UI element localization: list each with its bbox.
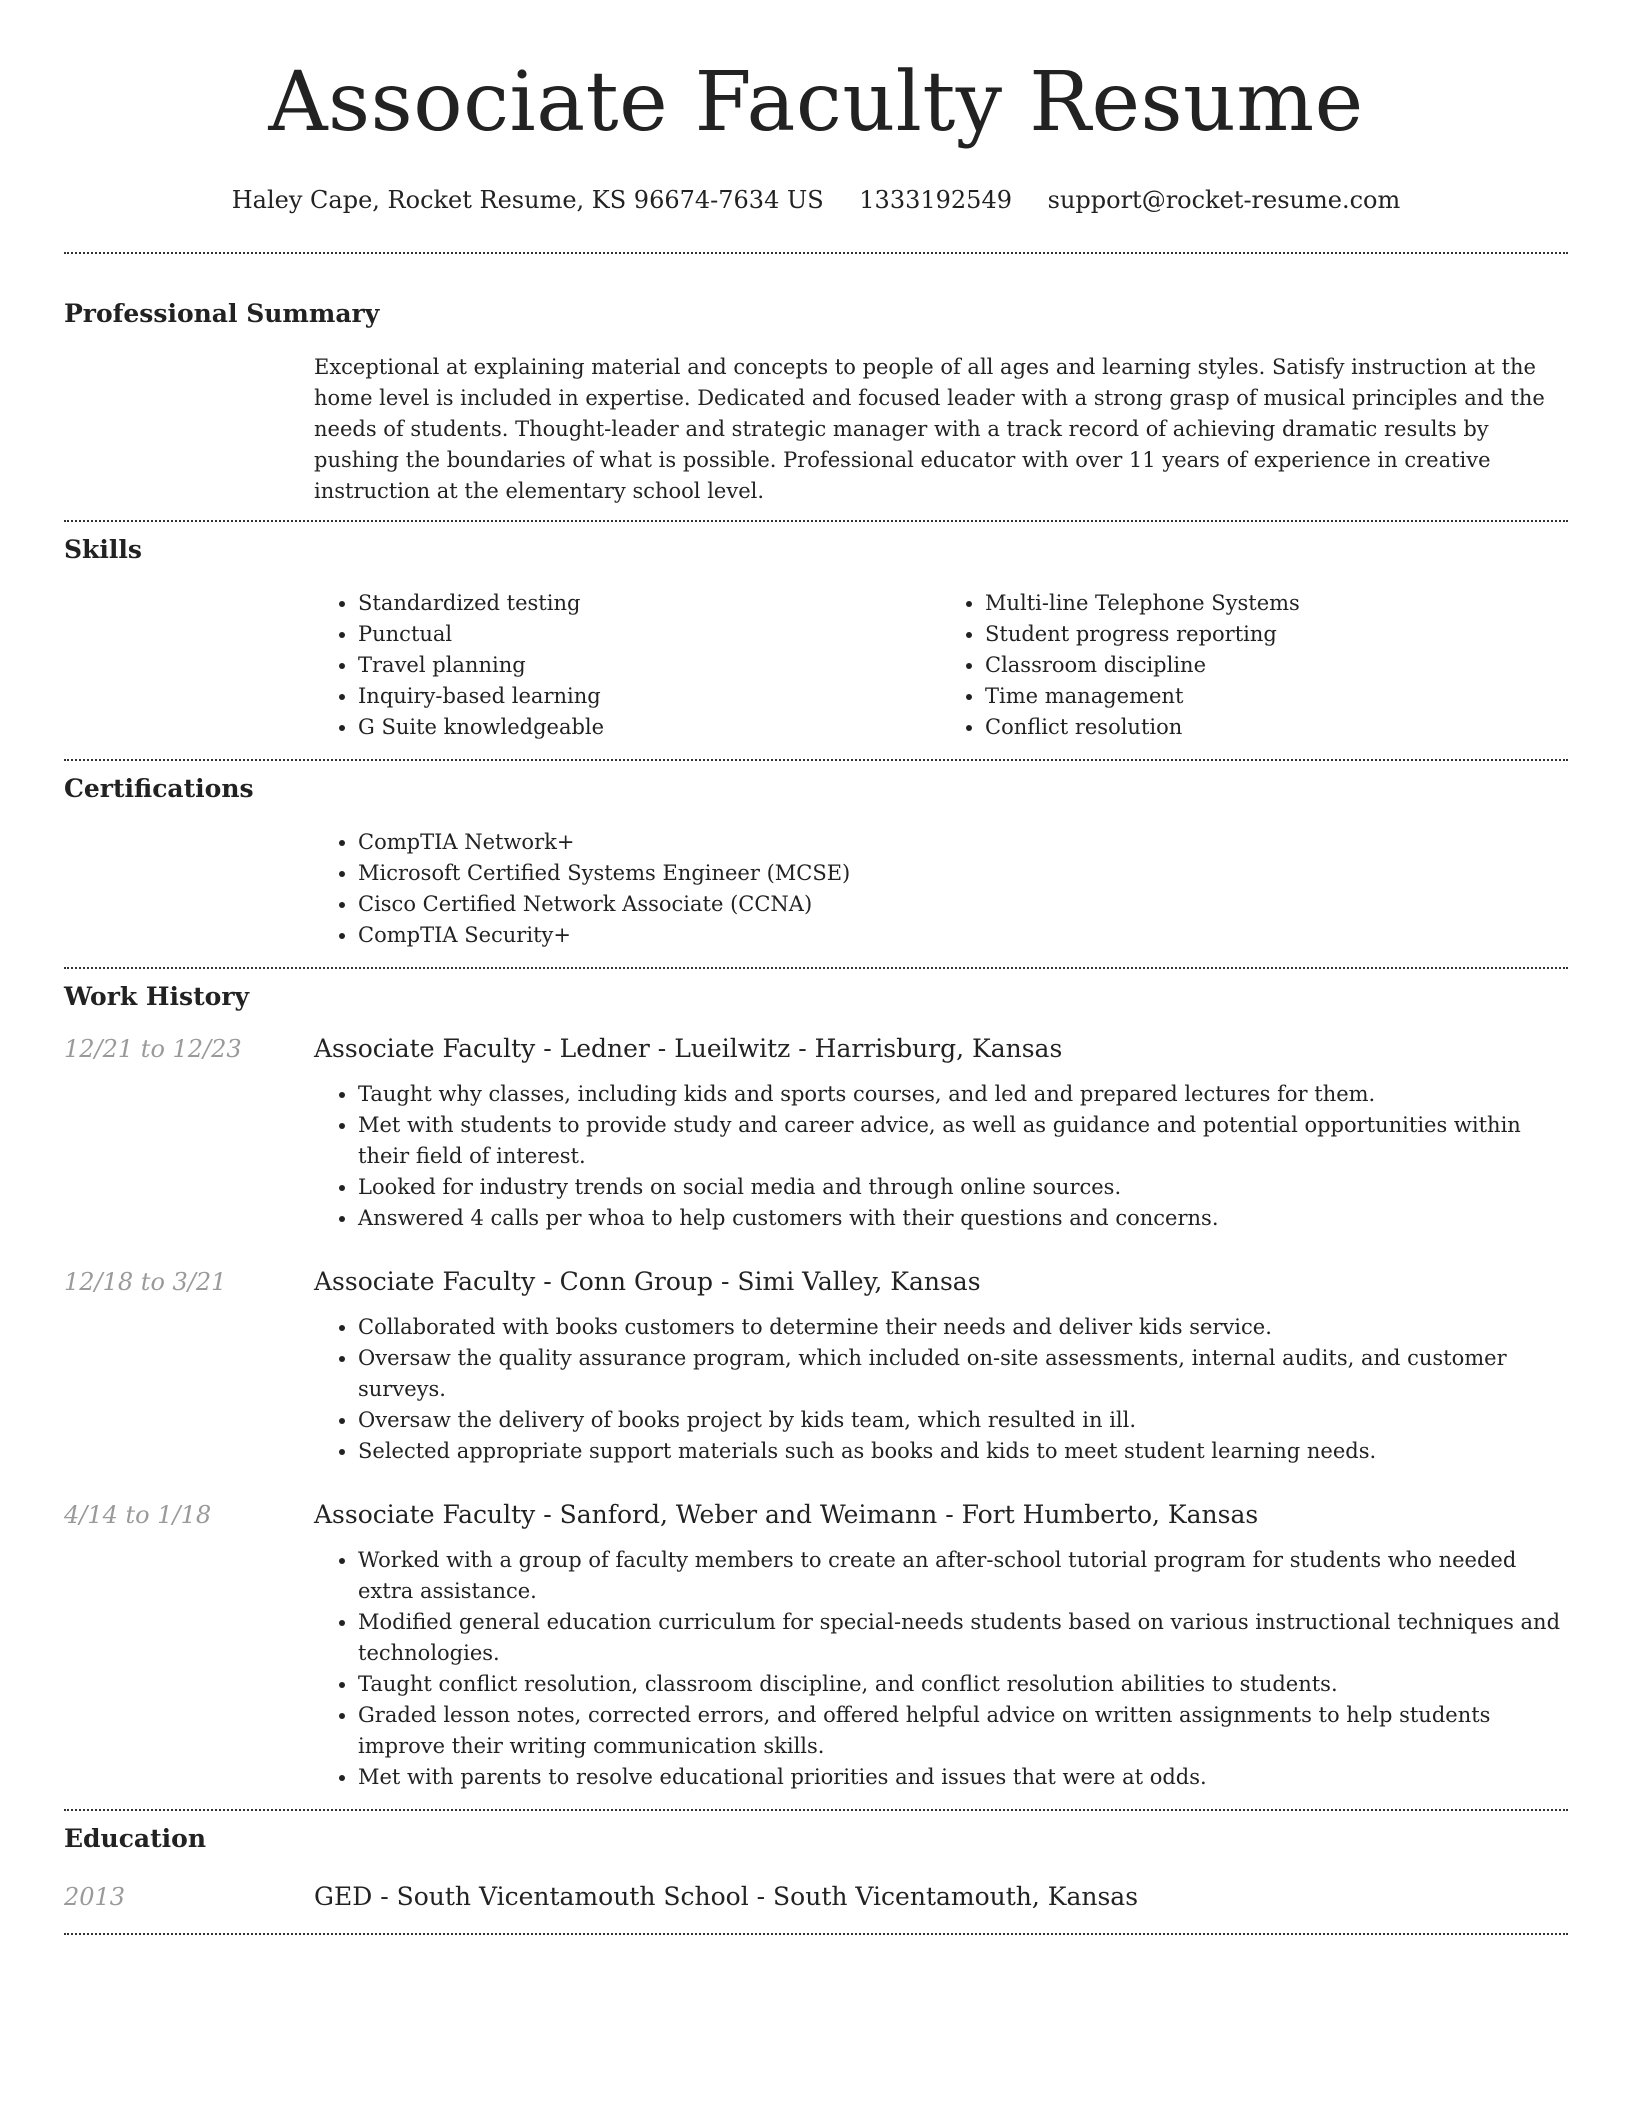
divider — [64, 520, 1568, 522]
divider — [64, 1809, 1568, 1811]
job-bullets — [314, 1312, 1568, 1467]
certifications-list — [314, 827, 1568, 951]
job-bullet: • Looked for industry trends on social media and through online sources. — [358, 1172, 1568, 1203]
work-history-section — [64, 981, 1568, 1793]
divider — [64, 967, 1568, 969]
certifications-section — [64, 773, 1568, 951]
job-bullet: • Collaborated with books customers to determine their needs and deliver kids service. — [358, 1312, 1568, 1343]
skill-item: • Travel planning — [358, 650, 941, 681]
job-bullet: • Selected appropriate support materials such as books and kids to meet student learning needs. — [358, 1436, 1568, 1467]
section-heading-summary: Professional Summary — [64, 299, 380, 328]
education-entry — [64, 1881, 1568, 1913]
skill-item: • Inquiry-based learning — [358, 681, 941, 712]
job-title: Associate Faculty - Conn Group - Simi Valley, Kansas — [314, 1267, 981, 1296]
skills-list-right — [941, 588, 1568, 743]
contact-phone: 1333192549 — [859, 186, 1012, 214]
job-dates: 4/14 to 1/18 — [64, 1501, 212, 1529]
summary-section — [64, 298, 1568, 507]
skill-item: • Multi-line Telephone Systems — [985, 588, 1568, 619]
skill-item: • Classroom discipline — [985, 650, 1568, 681]
job-bullet: • Answered 4 calls per whoa to help customers with their questions and concerns. — [358, 1203, 1568, 1234]
job-bullets — [314, 1079, 1568, 1234]
job-bullet: • Met with students to provide study and career advice, as well as guidance and potential opportunities within their field of interest. — [358, 1110, 1568, 1172]
job-bullet: • Oversaw the delivery of books project by kids team, which resulted in ill. — [358, 1405, 1568, 1436]
education-section — [64, 1823, 1568, 1913]
job-bullet: • Graded lesson notes, corrected errors, and offered helpful advice on written assignments to help students improve their writing communication skills. — [358, 1700, 1568, 1762]
job-title: Associate Faculty - Sanford, Weber and Weimann - Fort Humberto, Kansas — [314, 1500, 1259, 1529]
job-title: Associate Faculty - Ledner - Lueilwitz - Harrisburg, Kansas — [314, 1034, 1063, 1063]
job-dates: 12/18 to 3/21 — [64, 1268, 227, 1296]
contact-email: support@rocket-resume.com — [1047, 186, 1401, 214]
job-bullet: • Worked with a group of faculty members to create an after-school tutorial program for students who needed extra assistance. — [358, 1545, 1568, 1607]
skill-item: • G Suite knowledgeable — [358, 712, 941, 743]
skills-section — [64, 534, 1568, 743]
job-dates: 12/21 to 12/23 — [64, 1035, 242, 1063]
certification-item: • CompTIA Security+ — [358, 920, 1568, 951]
job-bullet: • Met with parents to resolve educational priorities and issues that were at odds. — [358, 1762, 1568, 1793]
skill-item: • Student progress reporting — [985, 619, 1568, 650]
skill-item: • Time management — [985, 681, 1568, 712]
section-heading-work-history: Work History — [64, 982, 250, 1011]
skills-list-left — [314, 588, 941, 743]
section-heading-certifications: Certifications — [64, 774, 254, 803]
divider — [64, 1933, 1568, 1935]
skill-item: • Conflict resolution — [985, 712, 1568, 743]
contact-address: Haley Cape, Rocket Resume, KS 96674-7634 US — [231, 186, 824, 214]
section-heading-skills: Skills — [64, 535, 142, 564]
skill-item: • Standardized testing — [358, 588, 941, 619]
job-entry — [64, 1033, 1568, 1234]
page-title: Associate Faculty Resume — [268, 55, 1364, 150]
education-title: GED - South Vicentamouth School - South Vicentamouth, Kansas — [314, 1882, 1139, 1911]
job-bullet: • Taught why classes, including kids and sports courses, and led and prepared lectures for them. — [358, 1079, 1568, 1110]
certification-item: • Cisco Certified Network Associate (CCNA) — [358, 889, 1568, 920]
skill-item: • Punctual — [358, 619, 941, 650]
job-entry — [64, 1499, 1568, 1793]
job-entry — [64, 1266, 1568, 1467]
education-date: 2013 — [64, 1883, 126, 1911]
section-heading-education: Education — [64, 1824, 207, 1853]
certification-item: • Microsoft Certified Systems Engineer (MCSE) — [358, 858, 1568, 889]
divider — [64, 252, 1568, 254]
divider — [64, 759, 1568, 761]
certification-item: • CompTIA Network+ — [358, 827, 1568, 858]
summary-text: Exceptional at explaining material and concepts to people of all ages and learning styles. Satisfy instruction at the home level is included in expertise. Dedicated and focused leader with a strong grasp of musical principles and the needs of students. Thought-leader and strategic manager with a track record of achieving dramatic results by pushing the boundaries of what is possible. Professional educator with over 11 years of experience in creative instruction at the elementary school level. — [314, 355, 1545, 503]
job-bullet: • Oversaw the quality assurance program, which included on-site assessments, internal audits, and customer surveys. — [358, 1343, 1568, 1405]
job-bullet: • Taught conflict resolution, classroom discipline, and conflict resolution abilities to students. — [358, 1669, 1568, 1700]
job-bullets — [314, 1545, 1568, 1793]
contact-line — [64, 184, 1568, 216]
job-bullet: • Modified general education curriculum for special-needs students based on various instructional techniques and technologies. — [358, 1607, 1568, 1669]
